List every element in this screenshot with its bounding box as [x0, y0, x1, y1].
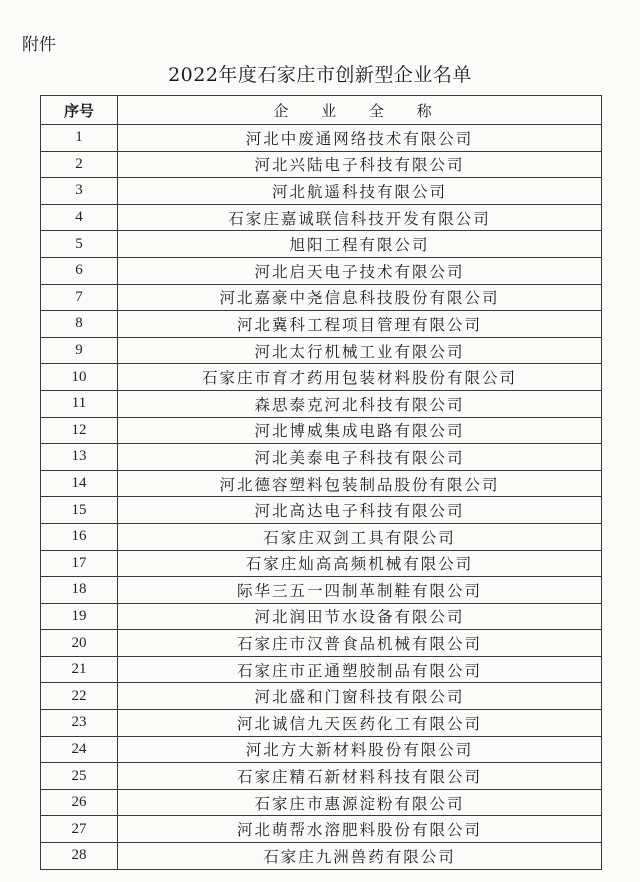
company-name: 河北盛和门窗科技有限公司 — [118, 683, 602, 710]
table-row — [41, 311, 602, 338]
table-row — [41, 497, 602, 524]
company-name: 河北嘉豪中尧信息科技股份有限公司 — [118, 284, 602, 311]
company-name: 石家庄九洲兽药有限公司 — [118, 843, 602, 870]
company-name: 河北萌帮水溶肥料股份有限公司 — [118, 816, 602, 843]
company-name: 河北博威集成电路有限公司 — [118, 417, 602, 444]
table-row — [41, 151, 602, 178]
company-name: 河北诚信九天医药化工有限公司 — [118, 710, 602, 737]
table-row — [41, 390, 602, 417]
company-name: 河北美泰电子科技有限公司 — [118, 444, 602, 471]
row-number: 1 — [41, 125, 118, 152]
company-name: 石家庄精石新材料科技有限公司 — [118, 763, 602, 790]
company-name: 旭阳工程有限公司 — [118, 231, 602, 258]
table-row — [41, 178, 602, 205]
table-row — [41, 125, 602, 152]
row-number: 15 — [41, 497, 118, 524]
column-header-seq: 序号 — [41, 96, 118, 125]
row-number: 19 — [41, 603, 118, 630]
row-number: 12 — [41, 417, 118, 444]
company-name: 河北冀科工程项目管理有限公司 — [118, 311, 602, 338]
row-number: 13 — [41, 444, 118, 471]
row-number: 11 — [41, 390, 118, 417]
table-row — [41, 231, 602, 258]
table-row — [41, 630, 602, 657]
row-number: 14 — [41, 470, 118, 497]
row-number: 9 — [41, 337, 118, 364]
row-number: 3 — [41, 178, 118, 205]
row-number: 2 — [41, 151, 118, 178]
page-title: 2022年度石家庄市创新型企业名单 — [168, 64, 472, 86]
table-row — [41, 337, 602, 364]
company-name: 河北太行机械工业有限公司 — [118, 337, 602, 364]
row-number: 25 — [41, 763, 118, 790]
row-number: 18 — [41, 577, 118, 604]
company-name: 河北航遥科技有限公司 — [118, 178, 602, 205]
company-name: 河北中废通网络技术有限公司 — [118, 125, 602, 152]
row-number: 8 — [41, 311, 118, 338]
table-header-row — [41, 96, 602, 125]
row-number: 27 — [41, 816, 118, 843]
table-row — [41, 523, 602, 550]
row-number: 23 — [41, 710, 118, 737]
company-name: 河北方大新材料股份有限公司 — [118, 736, 602, 763]
row-number: 20 — [41, 630, 118, 657]
table-row — [41, 257, 602, 284]
company-name: 河北高达电子科技有限公司 — [118, 497, 602, 524]
attachment-label: 附件 — [22, 35, 56, 55]
company-name: 石家庄市惠源淀粉有限公司 — [118, 789, 602, 816]
table-row — [41, 710, 602, 737]
table-row — [41, 816, 602, 843]
company-name: 河北德容塑料包装制品股份有限公司 — [118, 470, 602, 497]
table-row — [41, 843, 602, 870]
row-number: 5 — [41, 231, 118, 258]
row-number: 10 — [41, 364, 118, 391]
row-number: 4 — [41, 204, 118, 231]
company-name: 河北兴陆电子科技有限公司 — [118, 151, 602, 178]
column-header-company-name: 企 业 全 称 — [118, 96, 602, 125]
company-table — [40, 95, 602, 870]
row-number: 6 — [41, 257, 118, 284]
table-row — [41, 736, 602, 763]
company-name: 石家庄市正通塑胶制品有限公司 — [118, 656, 602, 683]
row-number: 24 — [41, 736, 118, 763]
company-name: 石家庄市育才药用包装材料股份有限公司 — [118, 364, 602, 391]
table-body — [41, 125, 602, 870]
table-row — [41, 284, 602, 311]
table-row — [41, 577, 602, 604]
table-row — [41, 603, 602, 630]
table-row — [41, 417, 602, 444]
row-number: 21 — [41, 656, 118, 683]
company-name: 际华三五一四制革制鞋有限公司 — [118, 577, 602, 604]
row-number: 17 — [41, 550, 118, 577]
table-row — [41, 204, 602, 231]
table-row — [41, 444, 602, 471]
row-number: 28 — [41, 843, 118, 870]
table-row — [41, 763, 602, 790]
table-row — [41, 683, 602, 710]
row-number: 16 — [41, 523, 118, 550]
table-row — [41, 789, 602, 816]
row-number: 26 — [41, 789, 118, 816]
table-row — [41, 470, 602, 497]
company-name: 石家庄灿高高频机械有限公司 — [118, 550, 602, 577]
table-row — [41, 364, 602, 391]
company-name: 河北润田节水设备有限公司 — [118, 603, 602, 630]
company-name: 石家庄市汉普食品机械有限公司 — [118, 630, 602, 657]
company-name: 石家庄嘉诚联信科技开发有限公司 — [118, 204, 602, 231]
company-name: 河北启天电子技术有限公司 — [118, 257, 602, 284]
table-row — [41, 550, 602, 577]
table-row — [41, 656, 602, 683]
company-name: 石家庄双剑工具有限公司 — [118, 523, 602, 550]
company-name: 森思泰克河北科技有限公司 — [118, 390, 602, 417]
row-number: 22 — [41, 683, 118, 710]
row-number: 7 — [41, 284, 118, 311]
